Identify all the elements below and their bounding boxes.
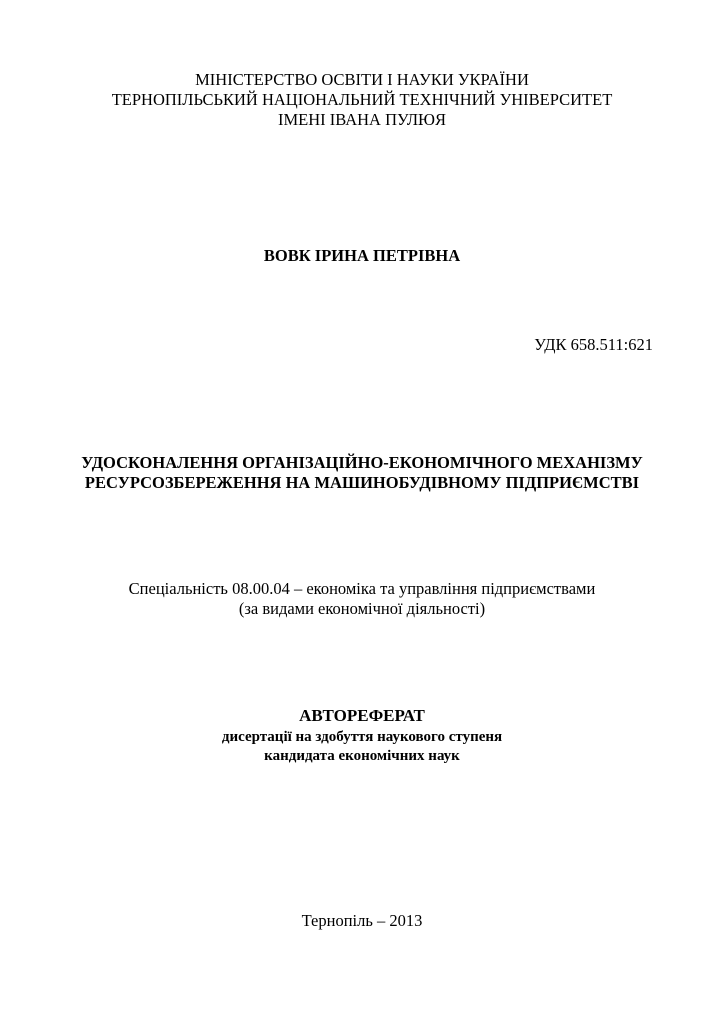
abstract-line-1: дисертації на здобуття наукового ступеня [221,729,503,745]
university-named-after: ІМЕНІ ІВАНА ПУЛЮЯ [277,110,446,129]
abstract-heading-block [0,705,724,727]
udk-code: УДК 658.511:621 [534,335,653,354]
institution-header [0,70,724,130]
author-block [0,246,724,266]
abstract-line-2: кандидата економічних наук [264,748,460,764]
specialty-block [0,579,724,619]
specialty-line-2: (за видами економічної діяльності) [238,599,486,618]
abstract-description [0,728,724,766]
ministry-name: МІНІСТЕРСТВО ОСВІТИ І НАУКИ УКРАЇНИ [195,70,529,89]
city-year-block [0,911,724,931]
university-name: ТЕРНОПІЛЬСЬКИЙ НАЦІОНАЛЬНИЙ ТЕХНІЧНИЙ УНІВЕРСИТЕТ [111,90,613,109]
title-line-2: РЕСУРСОЗБЕРЕЖЕННЯ НА МАШИНОБУДІВНОМУ ПІДПРИЄМСТВІ [84,473,640,492]
specialty-line-1: Спеціальність 08.00.04 – економіка та управління підприємствами [128,579,596,598]
dissertation-title [0,453,724,493]
title-line-1: УДОСКОНАЛЕННЯ ОРГАНІЗАЦІЙНО-ЕКОНОМІЧНОГО МЕХАНІЗМУ [81,453,643,472]
city-year: Тернопіль – 2013 [301,911,423,930]
author-name: ВОВК ІРИНА ПЕТРІВНА [263,246,461,265]
abstract-heading: АВТОРЕФЕРАТ [299,706,425,725]
